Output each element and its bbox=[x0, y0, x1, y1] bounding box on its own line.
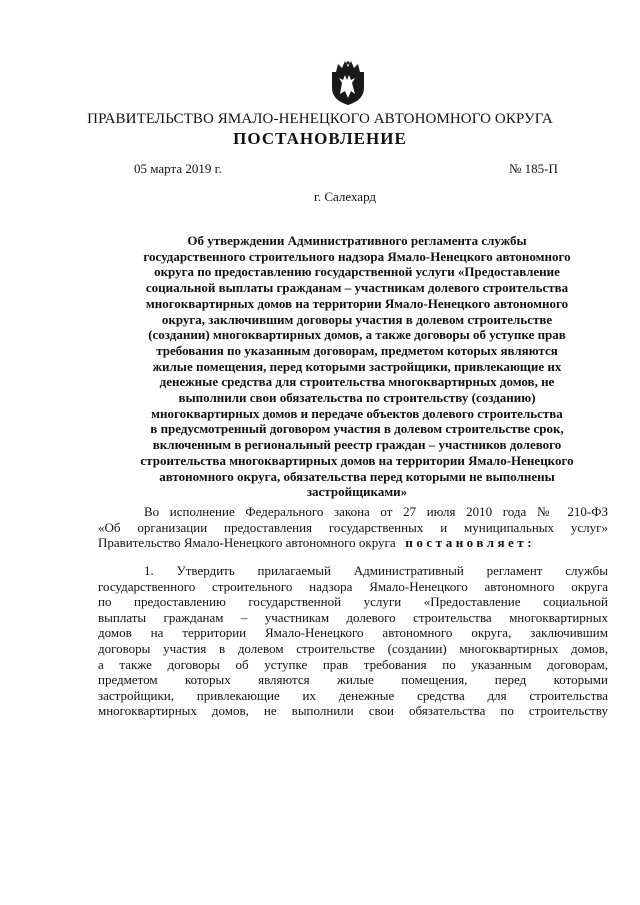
heading-line: застройщиками» bbox=[306, 484, 408, 500]
item-line: а также договоры об уступке прав требования по указанным договорам, bbox=[98, 656, 608, 672]
item-1-paragraph bbox=[98, 563, 608, 719]
heading-line: включенным в региональный реестр граждан – участников долевого bbox=[152, 437, 562, 453]
item-line: договоры участия в долевом строительстве (создании) многоквартирных домов, bbox=[98, 640, 608, 656]
decree-word: постановляет: bbox=[405, 535, 536, 551]
heading-line: денежные средства для строительства многоквартирных домов, не bbox=[159, 374, 555, 390]
heading-line: социальной выплаты гражданам – участникам долевого строительства bbox=[145, 280, 569, 296]
item-line: предметом которых являются жилые помещения, перед которыми bbox=[98, 672, 608, 688]
heading-line: государственного строительного надзора Ямало-Ненецкого автономного bbox=[143, 248, 571, 264]
document-number: № 185-П bbox=[509, 161, 558, 176]
government-name: ПРАВИТЕЛЬСТВО ЯМАЛО-НЕНЕЦКОГО АВТОНОМНОГО ОКРУГА bbox=[87, 111, 553, 127]
heading-line: автономного округа, обязательства перед которыми не выполнены bbox=[159, 468, 555, 484]
item-line: выплаты гражданам – участникам долевого строительства многоквартирных bbox=[98, 609, 608, 625]
document-city: г. Салехард bbox=[313, 189, 377, 204]
item-line: по предоставлению государственной услуги «Предоставление социальной bbox=[98, 594, 608, 610]
item-line: 1. Утвердить прилагаемый Административный регламент службы bbox=[144, 563, 608, 578]
item-line: государственного строительного надзора Ямало-Ненецкого автономного округа bbox=[98, 578, 608, 594]
heading-line: многоквартирных домов на территории Ямало-Ненецкого автономного bbox=[145, 295, 569, 311]
item-line: застройщики, привлекающие их денежные средства для строительства bbox=[98, 687, 608, 703]
heading-line: жилые помещения, перед которыми застройщики, привлекающие их bbox=[152, 358, 562, 374]
preamble-line: «Об организации предоставления государственных и муниципальных услуг» bbox=[98, 519, 608, 535]
document-date: 05 марта 2019 г. bbox=[134, 161, 222, 176]
document-heading bbox=[96, 233, 618, 500]
heading-line: округа, заключившим договоры участия в долевом строительстве bbox=[161, 311, 553, 327]
heading-line: Об утверждении Административного регламента службы bbox=[187, 233, 527, 248]
item-line: многоквартирных домов, не выполнили свои обязательства по строительству bbox=[98, 703, 608, 719]
preamble-line-3 bbox=[98, 535, 608, 551]
heading-line: требования по указанным договорам, предметом которых являются bbox=[156, 342, 558, 358]
preamble-government: Правительство Ямало-Ненецкого автономного округа bbox=[98, 535, 396, 551]
preamble-line: Во исполнение Федерального закона от 27 июля 2010 года № 210-ФЗ bbox=[144, 504, 608, 519]
heading-line: в предусмотренный договором участия в долевом строительстве срок, bbox=[150, 421, 564, 437]
document-type-title: ПОСТАНОВЛЕНИЕ bbox=[233, 129, 407, 148]
preamble-paragraph bbox=[98, 504, 608, 551]
heading-line: строительства многоквартирных домов на территории Ямало-Ненецкого bbox=[140, 452, 574, 468]
item-line: домов на территории Ямало-Ненецкого автономного округа, заключившим bbox=[98, 625, 608, 641]
heading-line: округа по предоставлению государственной услуги «Предоставление bbox=[154, 264, 560, 280]
heading-line: (создании) многоквартирных домов, а также договоры об уступке прав bbox=[148, 327, 566, 343]
heading-line: выполнили свои обязательства по строительству (созданию) bbox=[178, 390, 536, 406]
heading-line: многоквартирных домов и передаче объектов долевого строительства bbox=[151, 405, 563, 421]
coat-of-arms-icon bbox=[328, 58, 368, 106]
